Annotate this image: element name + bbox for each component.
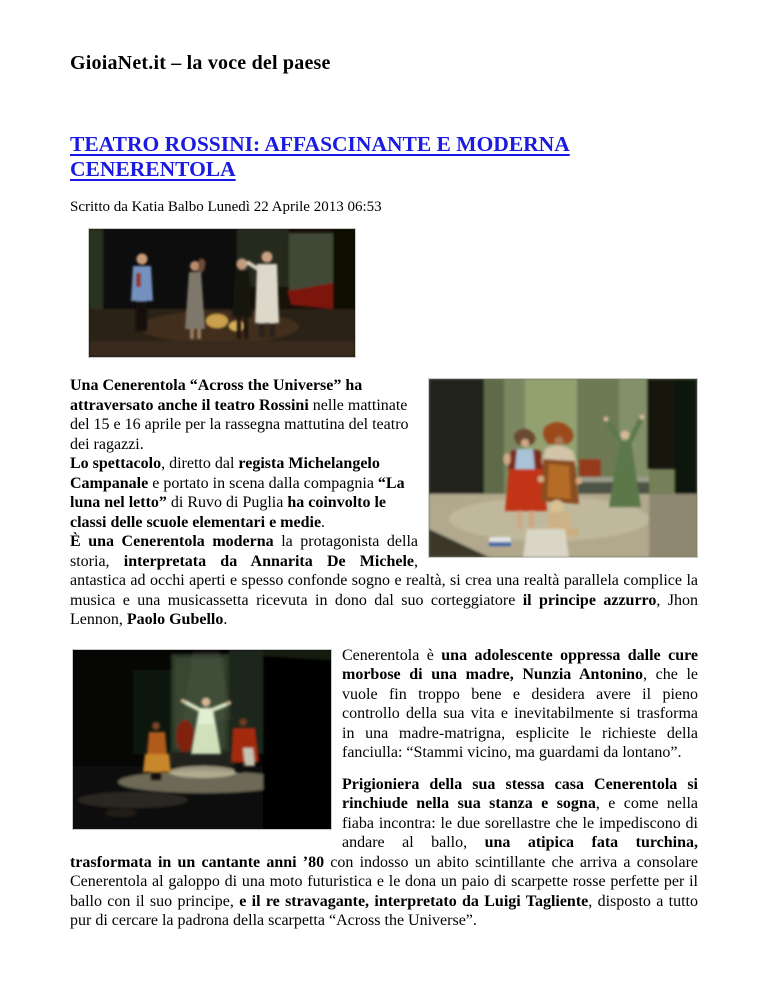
stage-photo-cinderella <box>72 649 332 830</box>
paragraph-show-info: Lo spettacolo, diretto dal regista Michelangelo Campanale e portato in scena dalla compagnia “La luna nel letto” di Ruvo di Puglia ha coinvolto le classi delle scuole elementari e medie. <box>70 455 405 531</box>
stage-photo-2-image <box>429 379 697 557</box>
paragraph-intro: Una Cenerentola “Across the Universe” ha attraversato anche il teatro Rossini nelle mattinate del 15 e 16 aprile per la rassegna mattutina del teatro dei ragazzi. <box>70 377 409 453</box>
article-section-intro <box>70 376 698 630</box>
article-section-story <box>70 646 698 931</box>
stage-photo-3-image <box>73 650 331 829</box>
stage-photo-1-image <box>89 229 355 357</box>
stage-photo-sisters <box>428 378 698 558</box>
stage-photo-curtain-call <box>88 228 356 358</box>
site-title: GioiaNet.it – la voce del paese <box>70 52 331 74</box>
paragraph-mother: Cenerentola è una adolescente oppressa dalle cure morbose di una madre, Nunzia Antonino, che le vuole fin troppo bene e desidera avere il pieno controllo della sua vita e inevitabilmente si trasforma in una madre-matrigna, esplicite le richieste della fanciulla: “Stammi vicino, ma guardami da lontano”. <box>342 646 698 761</box>
paragraph-protagonist: È una Cenerentola moderna la protagonista della storia, interpretata da Annarita De Michele, antastica ad occhi aperti e spesso confonde sogno e realtà, si crea una realtà parallela complice la musica e una musicassetta ricevuta in dono dal suo corteggiatore il principe azzurro, Jhon Lennon, Paolo Gubello. <box>70 533 699 628</box>
paragraph-prisoner: Prigioniera della sua stessa casa Cenerentola si rinchiude nella sua stanza e sogna, e come nella fiaba incontra: le due sorellastre che le impediscono di andare al ballo, una atipica fata turchina, trasformata in un cantante anni ’80 con indosso un abito scintillante che arriva a consolare Cenerentola al galoppo di una moto futuristica e le dona un paio di scarpette rosse perfette per il ballo con il suo principe, e il re stravagante, interpretato da Luigi Tagliente, disposto a tutto pur di cercare la padrona della scarpetta “Across the Universe”. <box>70 775 699 929</box>
article-title-link[interactable]: TEATRO ROSSINI: AFFASCINANTE E MODERNA CENERENTOLA <box>70 132 570 181</box>
article-byline: Scritto da Katia Balbo Lunedì 22 Aprile 2013 06:53 <box>70 199 382 215</box>
